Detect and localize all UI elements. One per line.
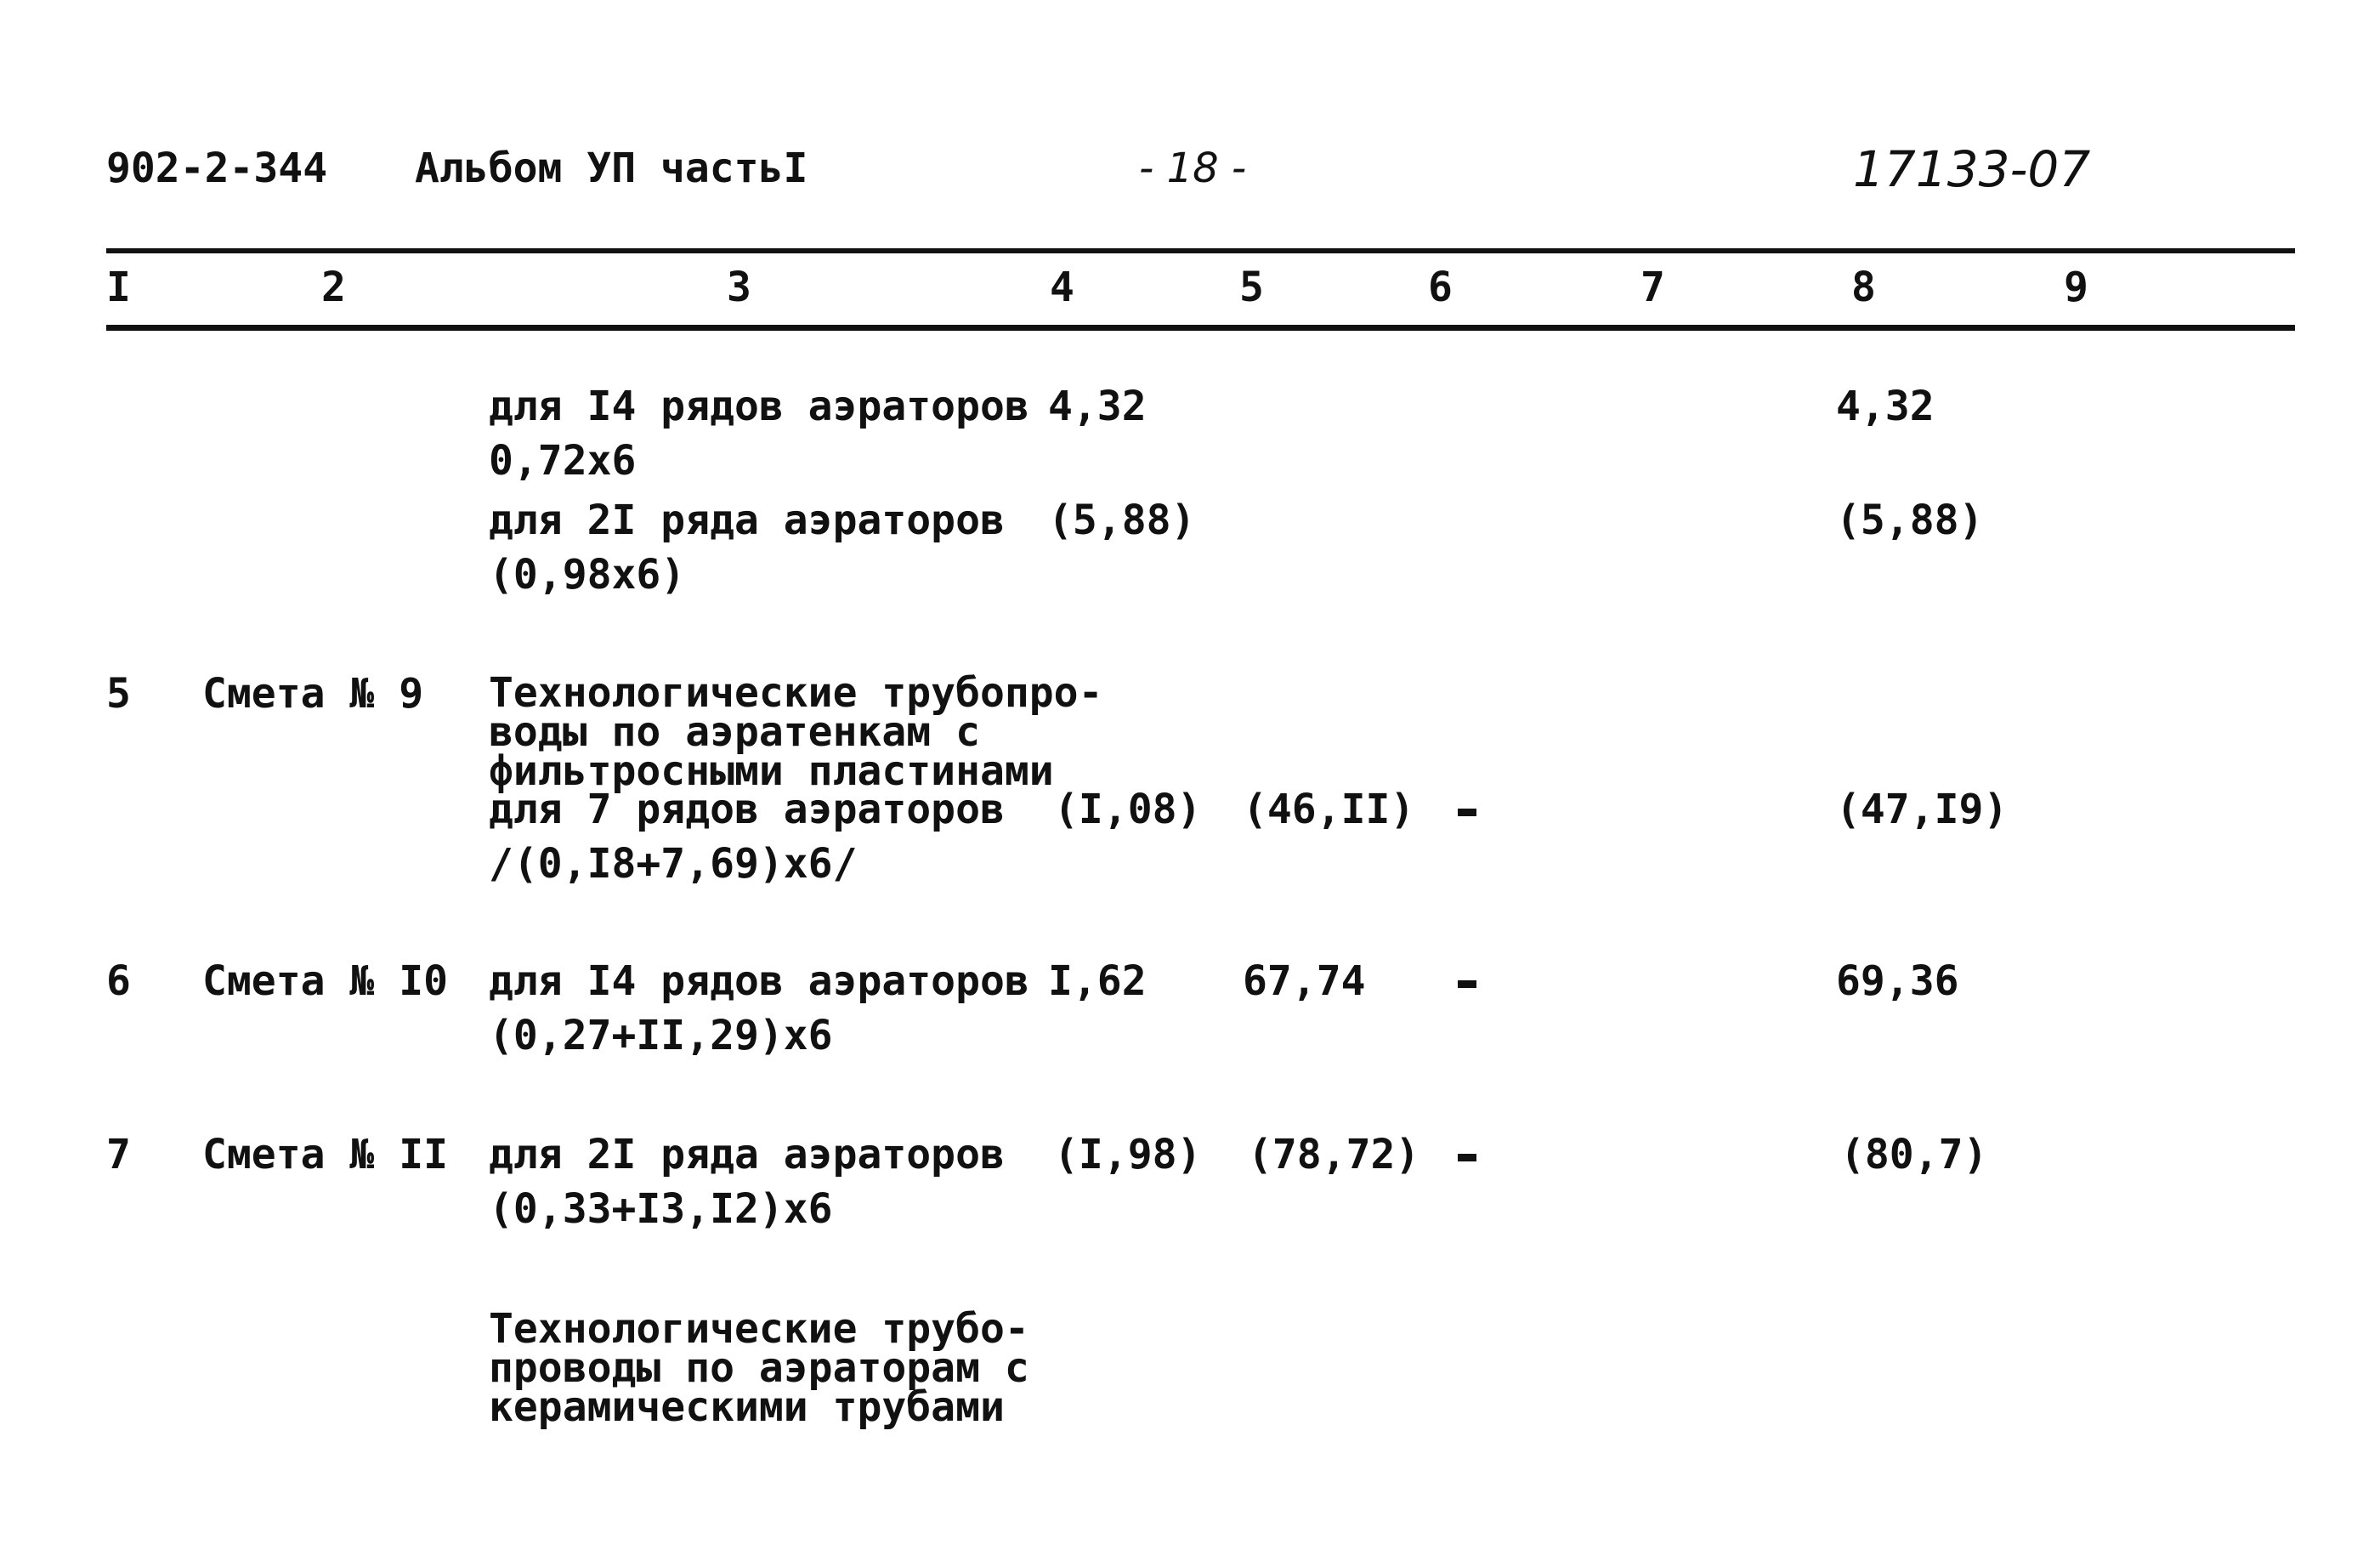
row-5-description-header: Технологические трубопро- воды по аэратенкам с фильтросными пластинами	[489, 669, 1103, 795]
row-7-number: 7	[106, 1131, 131, 1178]
row-7-estimate: Смета № II	[202, 1131, 448, 1178]
row-6-col5: 67,74	[1243, 957, 1366, 1005]
section-title-ceramic-pipes: Технологические трубо- проводы по аэраторам с керамическими трубами	[489, 1305, 1029, 1431]
column-number-6: 6	[1428, 264, 1453, 311]
row-5-col5: (46,II)	[1243, 786, 1415, 833]
column-number-2: 2	[321, 264, 346, 311]
dash-mark	[1458, 980, 1476, 988]
row-7-description: для 2I ряда аэраторов (0,33+I3,I2)х6	[489, 1131, 1005, 1233]
row-6-col4: I,62	[1048, 957, 1147, 1005]
row-5-col6-dash	[1458, 782, 1476, 837]
row-5-number: 5	[106, 670, 131, 718]
column-number-4: 4	[1050, 264, 1074, 311]
row-7-col5: (78,72)	[1248, 1131, 1420, 1178]
row-2-col4: (5,88)	[1048, 497, 1196, 544]
page-number: - 18 -	[1139, 145, 1247, 192]
row-2-description: для 2I ряда аэраторов (0,98х6)	[489, 497, 1005, 599]
row-6-col8: 69,36	[1836, 957, 1959, 1005]
row-6-description: для I4 рядов аэраторов (0,27+II,29)х6	[489, 957, 1029, 1059]
row-5-estimate: Смета № 9	[202, 670, 424, 718]
sheet-code: 17133-07	[1853, 140, 2091, 198]
album-title: Альбом УП частьI	[415, 145, 808, 192]
row-6-col6-dash	[1458, 954, 1476, 1008]
header-bottom-rule	[106, 325, 2295, 331]
row-5-col4: (I,08)	[1054, 786, 1202, 833]
dash-mark	[1458, 809, 1476, 816]
top-rule	[106, 248, 2295, 253]
dash-mark	[1458, 1154, 1476, 1161]
column-number-1: I	[106, 264, 131, 311]
row-5-col8: (47,I9)	[1836, 786, 2009, 833]
doc-code: 902-2-344	[106, 145, 328, 192]
column-number-8: 8	[1851, 264, 1876, 311]
row-7-col6-dash	[1458, 1127, 1476, 1182]
column-number-5: 5	[1239, 264, 1264, 311]
row-7-col4: (I,98)	[1054, 1131, 1202, 1178]
column-number-3: 3	[727, 264, 751, 311]
row-5-description: для 7 рядов аэраторов /(0,I8+7,69)х6/	[489, 786, 1005, 888]
row-2-col8: (5,88)	[1836, 497, 1984, 544]
row-6-number: 6	[106, 957, 131, 1005]
row-1-col8: 4,32	[1836, 383, 1935, 430]
column-number-7: 7	[1640, 264, 1665, 311]
row-1-description: для I4 рядов аэраторов 0,72х6	[489, 383, 1029, 485]
row-1-col4: 4,32	[1048, 383, 1147, 430]
column-number-9: 9	[2064, 264, 2088, 311]
row-7-col8: (80,7)	[1840, 1131, 1988, 1178]
row-6-estimate: Смета № I0	[202, 957, 448, 1005]
